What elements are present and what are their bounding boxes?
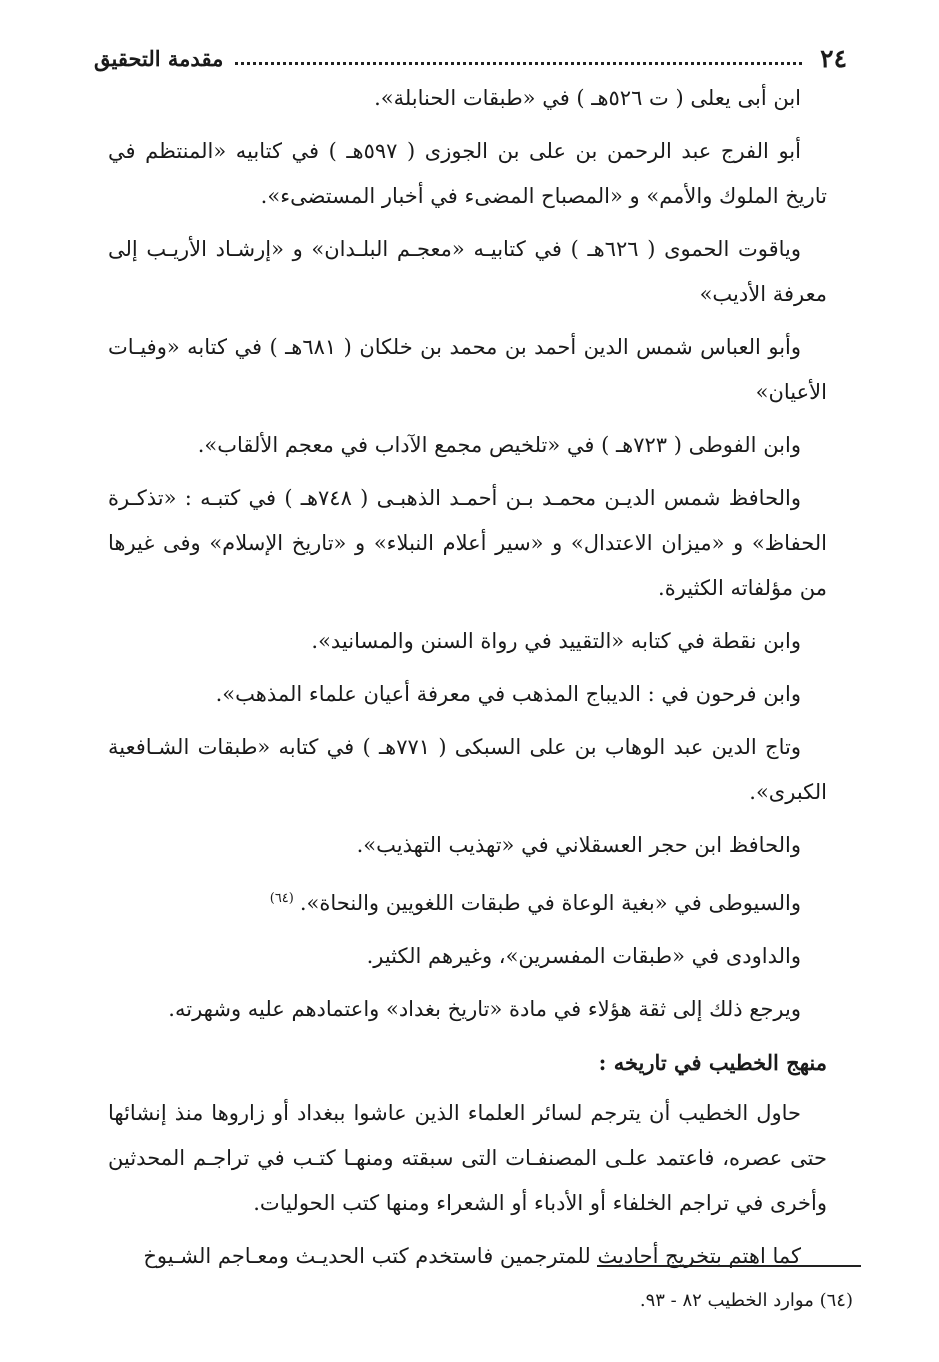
paragraph: والداودى في «طبقات المفسرين»، وغيرهم الكثير. [366,944,801,968]
paragraph: والحافظ شمس الديـن محمـد بـن أحمـد الذهبـى ( ٧٤٨هـ ) في كتبـه : «تذكـرة الحفاظ» و «ميزان الاعتدال» و «سير أعلام النبلاء» و «تاريخ الإسلام» وفى غيرها من مؤلفاته الكثيرة. [108,486,827,600]
paragraph: وتاج الدين عبد الوهاب بن على السبكى ( ٧٧١هـ ) في كتابه «طبقات الشـافعية الكبرى». [108,735,827,804]
footnote: (٦٤) موارد الخطيب ٨٢ - ٩٣. [639,1290,853,1311]
paragraph: والسيوطى في «بغية الوعاة في طبقات اللغويين والنحاة».$^{(٦٤)}$ [269,891,801,915]
paragraph: وابن الفوطى ( ٧٢٣هـ ) في «تلخيص مجمع الآداب في معجم الألقاب». [197,433,801,457]
paragraph: وياقوت الحموى ( ٦٢٦هـ ) في كتابيـه «معجـم البلـدان» و «إرشـاد الأريـب إلى معرفة الأديب» [108,237,827,306]
paragraph: وابن فرحون في : الديباج المذهب في معرفة أعيان علماء المذهب». [215,682,801,706]
paragraph: ابن أبى يعلى ( ت ٥٢٦هـ ) في «طبقات الحنابلة». [374,86,801,110]
paragraph: وأبو العباس شمس الدين أحمد بن محمد بن خلكان ( ٦٨١هـ ) في كتابه «وفيـات الأعيان» [108,335,827,404]
paragraph: وابن نقطة في كتابه «التقييد في رواة السنن والمسانيد». [311,629,801,653]
paragraph: ويرجع ذلك إلى ثقة هؤلاء في مادة «تاريخ بغداد» واعتمادهم عليه وشهرته. [168,997,801,1021]
paragraph: والحافظ ابن حجر العسقلاني في «تهذيب التهذيب». [356,833,801,857]
footnote-marker[interactable]: (٦٤) [269,891,294,906]
section-heading: منهج الخطيب في تاريخه : [598,1050,827,1075]
paragraph: كما اهتم بتخريج أحاديث للمترجمين فاستخدم كتب الحديـث ومعـاجم الشـيوخ [143,1244,801,1268]
running-title: مقدمة التحقيق [94,46,224,71]
footnote-divider [597,1265,861,1267]
main-text [108,76,827,1287]
page-number: ٢٤ [820,44,847,73]
paragraph: حاول الخطيب أن يترجم لسائر العلماء الذين عاشوا ببغداد أو زاروها منذ إنشائها حتى عصره، فاعتمد علـى المصنفـات التى سبقته ومنهـا كتـب في تراجـم المحدثين وأخرى في تراجم الخلفاء أو الأدباء أو الشعراء ومنها كتب الحوليات. [108,1101,827,1215]
paragraph: أبو الفرج عبد الرحمن بن على بن الجوزى ( ٥٩٧هـ ) في كتابيه «المنتظم في تاريخ الملوك والأمم» و «المصباح المضىء في أخبار المستضىء». [108,139,827,208]
header-leader-dots [235,62,802,65]
running-header [94,34,847,74]
